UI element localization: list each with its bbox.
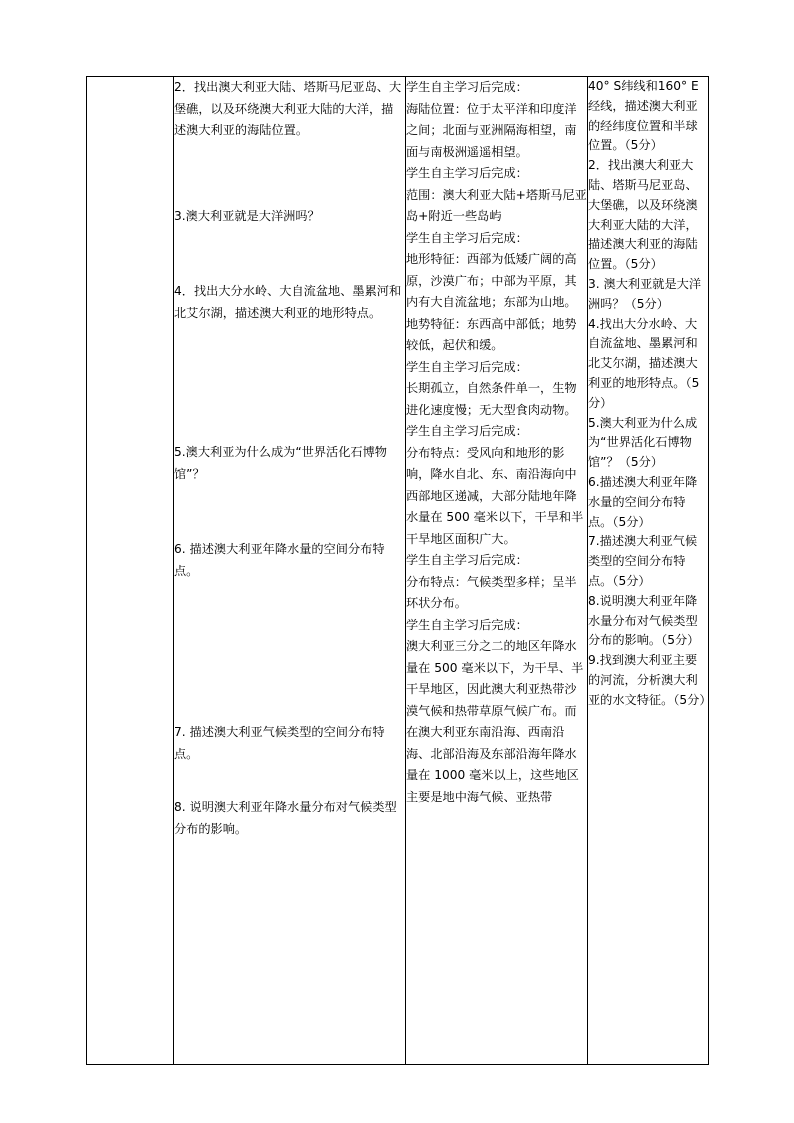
objective-item: 2．找出澳大利亚大陆、塔斯马尼亚岛、大堡礁，以及环绕澳大利亚大陆的大洋，描述澳大利亚的海陆位置。（5分）: [588, 158, 698, 272]
answer-heading: 学生自主学习后完成：: [406, 617, 528, 632]
activities-cell: [174, 77, 406, 1065]
activity-item: 4．找出大分水岭、大自流盆地、墨累河和北艾尔湖，描述澳大利亚的地形特点。: [174, 284, 402, 320]
answer-text: 地形特征：西部为低矮广阔的高原，沙漠广布；中部为平原，其内有大自流盆地；东部为山地。: [406, 252, 577, 309]
activity-item: 6. 描述澳大利亚年降水量的空间分布特点。: [174, 542, 385, 578]
objective-item: 6.描述澳大利亚年降水量的空间分布特点。（5分）: [588, 474, 698, 529]
objectives-cell: [588, 77, 712, 1065]
answer-heading: 学生自主学习后完成：: [406, 424, 528, 438]
table-row: [87, 77, 709, 1065]
answer-heading: 学生自主学习后完成：: [406, 230, 528, 245]
objective-item: 9.找到澳大利亚主要的河流，分析澳大利亚的水文特征。（5分）: [588, 653, 712, 707]
answer-text: 范围：澳大利亚大陆+塔斯马尼亚岛+附近一些岛屿: [406, 187, 587, 223]
answer-heading: 学生自主学习后完成：: [406, 553, 528, 567]
objective-item: 40° S纬线和160° E经线，描述澳大利亚的经纬度位置和半球位置。（5分）: [588, 79, 699, 153]
student-answers-cell: [406, 77, 588, 1065]
answer-text: 分布特点：受风向和地形的影响，降水自北、东、南沿海向中西部地区递减，大部分陆地年降水量在 500 毫米以下，干旱和半干旱地区面积广大。: [406, 445, 584, 546]
answer-text: 分布特点：气候类型多样；呈半环状分布。: [406, 574, 577, 610]
activity-item: 3.澳大利亚就是大洋洲吗？: [174, 208, 320, 223]
activity-item: 5.澳大利亚为什么成为“世界活化石博物馆”？: [174, 445, 387, 481]
objective-item: 8.说明澳大利亚年降水量分布对气候类型分布的影响。（5分）: [588, 593, 700, 648]
answer-text: 地势特征：东西高中部低；地势较低，起伏和缓。: [406, 316, 577, 352]
answer-text: 长期孤立，自然条件单一，生物进化速度慢；无大型食肉动物。: [406, 381, 577, 417]
objective-item: 4.找出大分水岭、大自流盆地、墨累河和北艾尔湖，描述澳大利亚的地形特点。（5分）: [588, 316, 700, 410]
objective-item: 5.澳大利亚为什么成为“世界活化石博物馆”？（5分）: [588, 415, 698, 470]
answer-text: 澳大利亚三分之二的地区年降水量在 500 毫米以下，为干旱、半干旱地区，因此澳大利亚热带沙漠气候和热带草原气候广布。而在澳大利亚东南沿海、西南沿海、北部沿海及东部沿海年降水量在 1000 毫米以上，这些地区主要是地中海气候、亚热带: [406, 639, 584, 804]
objective-item: 3. 澳大利亚就是大洋洲吗？（5分）: [588, 276, 702, 311]
answer-heading: 学生自主学习后完成：: [406, 359, 528, 374]
objective-item: 7.描述澳大利亚气候类型的空间分布特点。（5分）: [588, 534, 698, 588]
activity-item: 8. 说明澳大利亚年降水量分布对气候类型分布的影响。: [174, 800, 397, 836]
activity-item: 7. 描述澳大利亚气候类型的空间分布特点。: [174, 725, 385, 761]
activity-item: 2．找出澳大利亚大陆、塔斯马尼亚岛、大堡礁，以及环绕澳大利亚大陆的大洋，描述澳大利亚的海陆位置。: [174, 80, 402, 137]
answer-text: 海陆位置：位于太平洋和印度洋之间；北面与亚洲隔海相望，南面与南极洲遥遥相望。: [406, 101, 577, 159]
answer-heading: 学生自主学习后完成：: [406, 166, 528, 180]
lesson-table: [86, 76, 712, 1065]
empty-cell: [87, 77, 174, 1065]
answer-heading: 学生自主学习后完成：: [406, 80, 528, 94]
